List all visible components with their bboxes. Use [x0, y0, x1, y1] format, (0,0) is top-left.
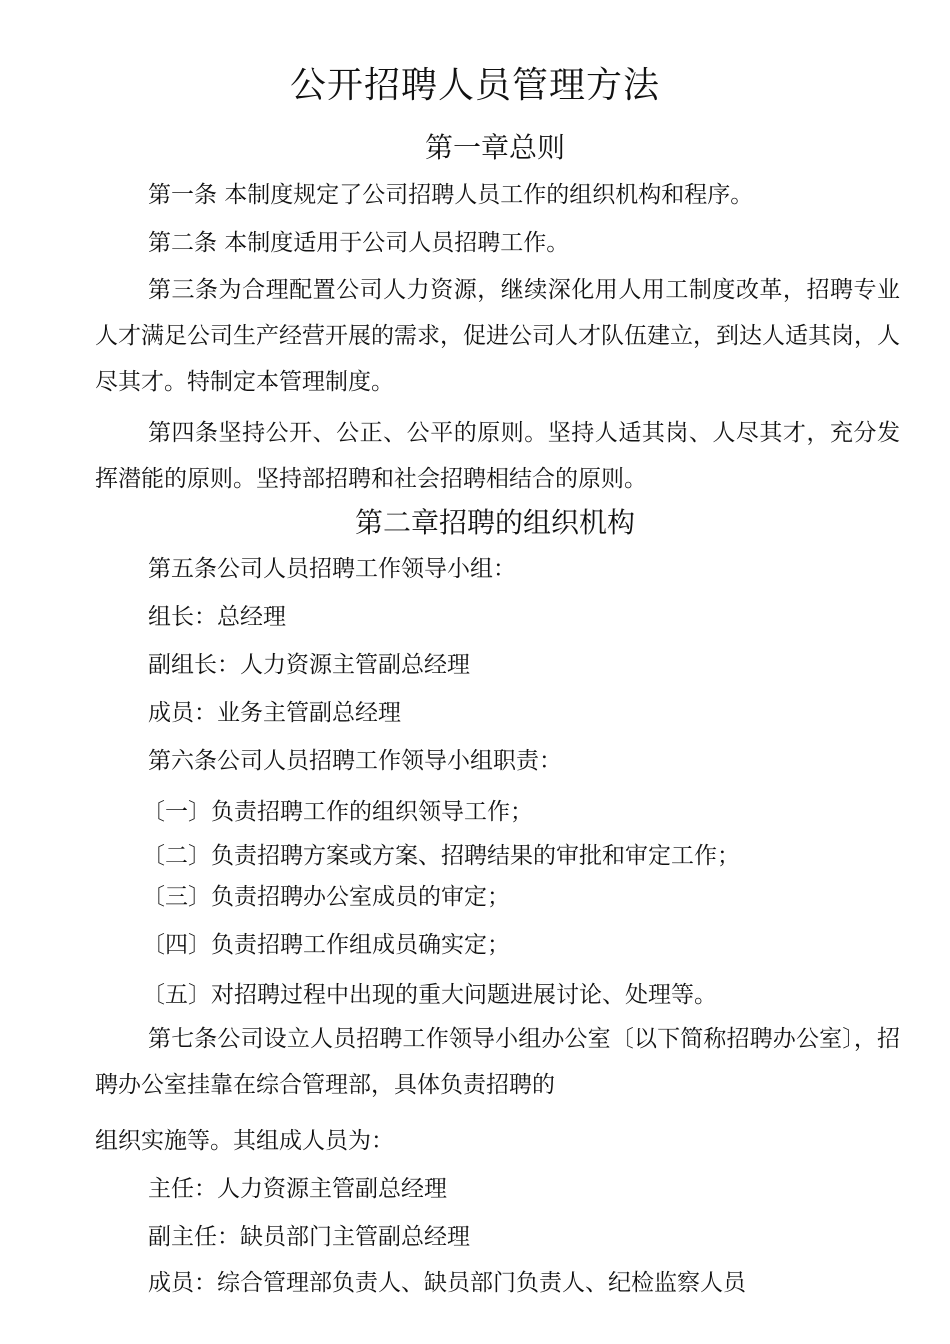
article-6: 第六条公司人员招聘工作领导小组职责：: [148, 748, 562, 774]
article-3: 第三条为合理配置公司人力资源，继续深化用人用工制度改革，招聘专业人才满足公司生产经营开展的需求，促进公司人才队伍建立，到达人适其岗，人尽其才。特制定本管理制度。: [95, 277, 900, 395]
document-title: 公开招聘人员管理方法: [289, 65, 660, 106]
duty-item: 〔四〕负责招聘工作组成员确实定；: [142, 932, 510, 958]
group-deputy-leader: 副组长：人力资源主管副总经理: [148, 652, 470, 678]
article-7-continued: 组织实施等。其组成人员为：: [95, 1128, 394, 1154]
duty-item: 〔三〕负责招聘办公室成员的审定；: [142, 884, 510, 910]
office-director: 主任：人力资源主管副总经理: [148, 1176, 447, 1202]
duty-item: 〔一〕负责招聘工作的组织领导工作；: [142, 799, 533, 825]
article-4: 第四条坚持公开、公正、公平的原则。坚持人适其岗、人尽其才，充分发挥潜能的原则。坚持部招聘和社会招聘相结合的原则。: [95, 420, 900, 492]
article-7: 第七条公司设立人员招聘工作领导小组办公室〔以下简称招聘办公室〕，招聘办公室挂靠在综合管理部，具体负责招聘的: [95, 1026, 900, 1098]
group-leader: 组长：总经理: [148, 604, 286, 630]
article-2: 第二条 本制度适用于公司人员招聘工作。: [148, 230, 570, 256]
group-member: 成员：业务主管副总经理: [148, 700, 401, 726]
chapter-2-heading: 第二章招聘的组织机构: [354, 506, 635, 539]
chapter-1-heading: 第一章总则: [424, 131, 565, 164]
duty-item: 〔二〕负责招聘方案或方案、招聘结果的审批和审定工作；: [142, 843, 740, 869]
duty-item: 〔五〕对招聘过程中出现的重大问题进展讨论、处理等。: [142, 982, 717, 1008]
article-5: 第五条公司人员招聘工作领导小组：: [148, 556, 516, 582]
office-vice-director: 副主任：缺员部门主管副总经理: [148, 1224, 470, 1250]
article-1: 第一条 本制度规定了公司招聘人员工作的组织机构和程序。: [148, 182, 754, 208]
office-members: 成员：综合管理部负责人、缺员部门负责人、纪检监察人员: [148, 1270, 746, 1296]
